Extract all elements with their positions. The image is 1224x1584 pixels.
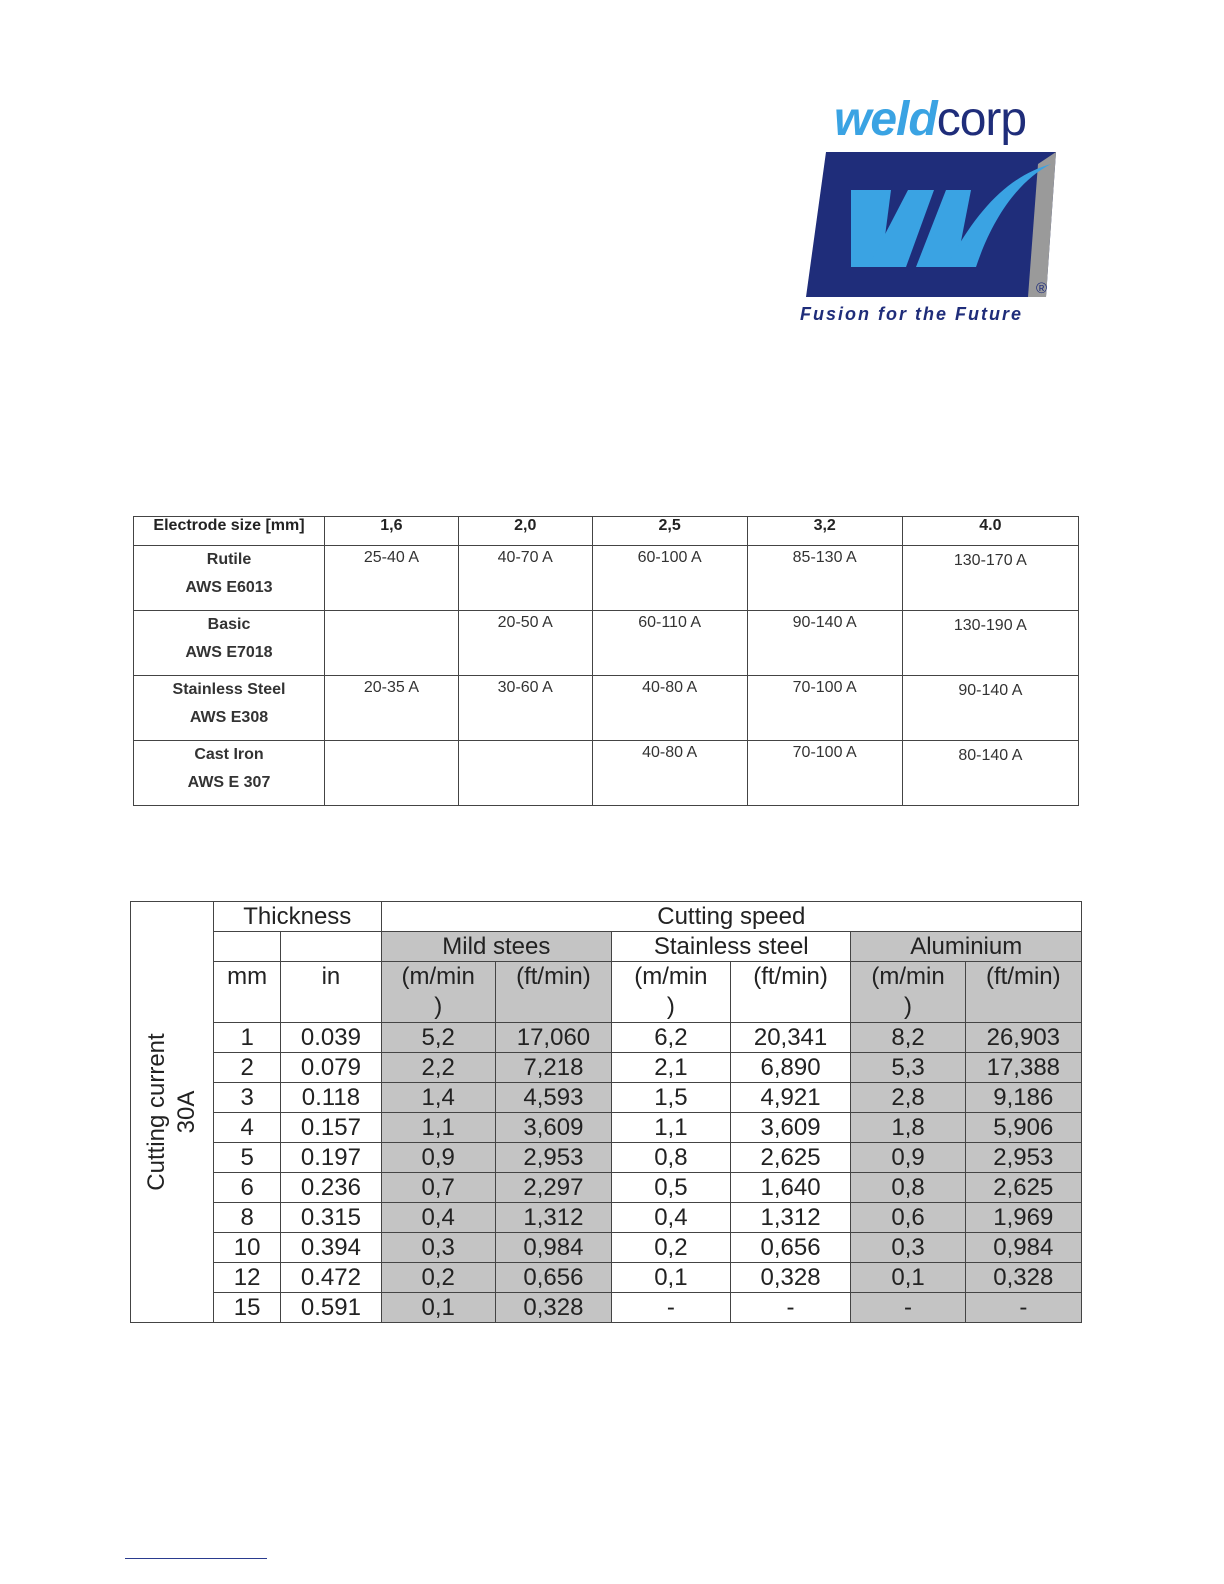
table-cell: 0,9 xyxy=(851,1143,965,1173)
table-cell: 6,2 xyxy=(612,1023,731,1053)
table-cell: 0,5 xyxy=(612,1173,731,1203)
table-cell: 2,953 xyxy=(495,1143,611,1173)
table-cell: 12 xyxy=(214,1263,281,1293)
table-cell: 0.118 xyxy=(281,1083,381,1113)
table-cell: 8 xyxy=(214,1203,281,1233)
current-cell xyxy=(325,741,459,806)
table-cell: 0,8 xyxy=(851,1173,965,1203)
table-cell: 1,1 xyxy=(381,1113,495,1143)
table-row xyxy=(134,546,1079,611)
table-cell: 5,906 xyxy=(965,1113,1081,1143)
current-cell: 40-70 A xyxy=(458,546,592,611)
empty-cell xyxy=(214,932,281,962)
current-cell: 90-140 A xyxy=(747,611,902,676)
current-cell: 60-100 A xyxy=(592,546,747,611)
table-cell: 8,2 xyxy=(851,1023,965,1053)
material-header: Aluminium xyxy=(851,932,1082,962)
table-cell: 0.079 xyxy=(281,1053,381,1083)
logo-tagline: Fusion for the Future xyxy=(800,304,1023,324)
table-cell: 3,609 xyxy=(495,1113,611,1143)
current-cell: 20-50 A xyxy=(458,611,592,676)
table-cell: 1,640 xyxy=(730,1173,851,1203)
current-cell: 90-140 A xyxy=(902,676,1078,741)
table-cell: - xyxy=(965,1293,1081,1323)
table-cell: 1,4 xyxy=(381,1083,495,1113)
current-cell: 60-110 A xyxy=(592,611,747,676)
unit-cell: (ft/min) xyxy=(730,962,851,1023)
current-cell xyxy=(458,741,592,806)
table-cell: 3 xyxy=(214,1083,281,1113)
table-cell: - xyxy=(612,1293,731,1323)
table-cell: 2,625 xyxy=(965,1173,1081,1203)
table-row xyxy=(131,1143,1082,1173)
table-row xyxy=(131,1023,1082,1053)
table-cell: 6,890 xyxy=(730,1053,851,1083)
electrode-type-cell: Stainless Steel AWS E308 xyxy=(134,676,325,741)
header-cell: 2,0 xyxy=(458,517,592,546)
table-cell: 0.157 xyxy=(281,1113,381,1143)
unit-cell: (m/min ) xyxy=(612,962,731,1023)
electrode-type-cell: Rutile AWS E6013 xyxy=(134,546,325,611)
current-cell: 70-100 A xyxy=(747,741,902,806)
table-cell: 0.315 xyxy=(281,1203,381,1233)
table-cell: 0,3 xyxy=(851,1233,965,1263)
table-cell: 0,1 xyxy=(381,1293,495,1323)
header-cell: 4.0 xyxy=(902,517,1078,546)
table-cell: 2,625 xyxy=(730,1143,851,1173)
cutting-current-label-cell xyxy=(131,902,214,1323)
table-row xyxy=(131,1053,1082,1083)
current-cell xyxy=(325,611,459,676)
table-cell: 0,6 xyxy=(851,1203,965,1233)
table-cell: 0.591 xyxy=(281,1293,381,1323)
table-cell: 0,4 xyxy=(381,1203,495,1233)
electrode-type-cell: Basic AWS E7018 xyxy=(134,611,325,676)
table-cell: 2 xyxy=(214,1053,281,1083)
electrode-type-cell: Cast Iron AWS E 307 xyxy=(134,741,325,806)
table-row xyxy=(131,1263,1082,1293)
unit-cell: (ft/min) xyxy=(965,962,1081,1023)
table-cell: 2,8 xyxy=(851,1083,965,1113)
current-cell: 25-40 A xyxy=(325,546,459,611)
table-cell: 15 xyxy=(214,1293,281,1323)
current-cell: 20-35 A xyxy=(325,676,459,741)
empty-cell xyxy=(281,932,381,962)
table-cell: 0,328 xyxy=(730,1263,851,1293)
table-cell: 0,656 xyxy=(495,1263,611,1293)
cutting-current-label: Cutting current 30A xyxy=(143,1033,200,1191)
logo-wordmark: weldcorp xyxy=(834,93,1027,146)
footnote-rule xyxy=(125,1558,267,1559)
current-cell: 30-60 A xyxy=(458,676,592,741)
table-cell: 4,593 xyxy=(495,1083,611,1113)
table-cell: 0,656 xyxy=(730,1233,851,1263)
table-cell: 0,4 xyxy=(612,1203,731,1233)
table-cell: 0,984 xyxy=(965,1233,1081,1263)
material-header: Stainless steel xyxy=(612,932,851,962)
table-cell: 0,7 xyxy=(381,1173,495,1203)
header-cell: 2,5 xyxy=(592,517,747,546)
table-cell: 0.197 xyxy=(281,1143,381,1173)
current-cell: 85-130 A xyxy=(747,546,902,611)
table-cell: 0.394 xyxy=(281,1233,381,1263)
unit-cell: mm xyxy=(214,962,281,1023)
table-cell: 17,060 xyxy=(495,1023,611,1053)
table-cell: 0,2 xyxy=(612,1233,731,1263)
cutting-speed-table xyxy=(130,901,1082,1323)
table-cell: 2,953 xyxy=(965,1143,1081,1173)
logo-w-emblem xyxy=(806,152,1056,297)
unit-cell: in xyxy=(281,962,381,1023)
table-cell: 1,8 xyxy=(851,1113,965,1143)
current-cell: 130-190 A xyxy=(902,611,1078,676)
table-cell: 17,388 xyxy=(965,1053,1081,1083)
table-row xyxy=(131,1173,1082,1203)
thickness-header: Thickness xyxy=(214,902,382,932)
table-cell: 20,341 xyxy=(730,1023,851,1053)
table-cell: 0.472 xyxy=(281,1263,381,1293)
table-cell: 0,1 xyxy=(612,1263,731,1293)
table-cell: 3,609 xyxy=(730,1113,851,1143)
current-cell: 40-80 A xyxy=(592,741,747,806)
unit-cell: (m/min ) xyxy=(381,962,495,1023)
table-row xyxy=(131,1113,1082,1143)
table-cell: 4,921 xyxy=(730,1083,851,1113)
table-row xyxy=(134,676,1079,741)
table-cell: 1,312 xyxy=(495,1203,611,1233)
table-cell: 2,2 xyxy=(381,1053,495,1083)
material-header-row xyxy=(131,932,1082,962)
header-cell: 1,6 xyxy=(325,517,459,546)
table-row xyxy=(131,1083,1082,1113)
table-cell: 0,984 xyxy=(495,1233,611,1263)
table-cell: - xyxy=(730,1293,851,1323)
unit-cell: (m/min ) xyxy=(851,962,965,1023)
table-cell: 2,1 xyxy=(612,1053,731,1083)
registered-mark: ® xyxy=(1036,280,1048,297)
table-cell: 0,2 xyxy=(381,1263,495,1293)
table-cell: 1,969 xyxy=(965,1203,1081,1233)
header-cell: 3,2 xyxy=(747,517,902,546)
table-cell: 9,186 xyxy=(965,1083,1081,1113)
table-row xyxy=(134,741,1079,806)
table-row xyxy=(131,1293,1082,1323)
table-row xyxy=(134,611,1079,676)
table-cell: 1 xyxy=(214,1023,281,1053)
table-cell: 10 xyxy=(214,1233,281,1263)
current-cell: 130-170 A xyxy=(902,546,1078,611)
current-cell: 70-100 A xyxy=(747,676,902,741)
table-cell: 0,3 xyxy=(381,1233,495,1263)
table-row xyxy=(131,1203,1082,1233)
weldcorp-logo xyxy=(800,92,1070,332)
table-cell: 1,5 xyxy=(612,1083,731,1113)
table-cell: 5,3 xyxy=(851,1053,965,1083)
table-cell: 0,328 xyxy=(495,1293,611,1323)
table-row xyxy=(131,1233,1082,1263)
cutting-speed-header: Cutting speed xyxy=(381,902,1081,932)
table-cell: 0,9 xyxy=(381,1143,495,1173)
cutting-table-header-row xyxy=(131,902,1082,932)
table-cell: 5,2 xyxy=(381,1023,495,1053)
table-cell: - xyxy=(851,1293,965,1323)
current-cell: 40-80 A xyxy=(592,676,747,741)
header-cell: Electrode size [mm] xyxy=(134,517,325,546)
unit-header-row xyxy=(131,962,1082,1023)
table-cell: 7,218 xyxy=(495,1053,611,1083)
table-cell: 0.236 xyxy=(281,1173,381,1203)
table-cell: 1,1 xyxy=(612,1113,731,1143)
material-header: Mild stees xyxy=(381,932,612,962)
table-cell: 2,297 xyxy=(495,1173,611,1203)
table-cell: 26,903 xyxy=(965,1023,1081,1053)
table-cell: 0.039 xyxy=(281,1023,381,1053)
table-cell: 1,312 xyxy=(730,1203,851,1233)
table-cell: 0,8 xyxy=(612,1143,731,1173)
table-cell: 0,1 xyxy=(851,1263,965,1293)
table-cell: 6 xyxy=(214,1173,281,1203)
current-cell: 80-140 A xyxy=(902,741,1078,806)
unit-cell: (ft/min) xyxy=(495,962,611,1023)
table-cell: 5 xyxy=(214,1143,281,1173)
electrode-table-header xyxy=(134,517,1079,546)
table-cell: 4 xyxy=(214,1113,281,1143)
table-cell: 0,328 xyxy=(965,1263,1081,1293)
electrode-current-table xyxy=(133,516,1079,806)
